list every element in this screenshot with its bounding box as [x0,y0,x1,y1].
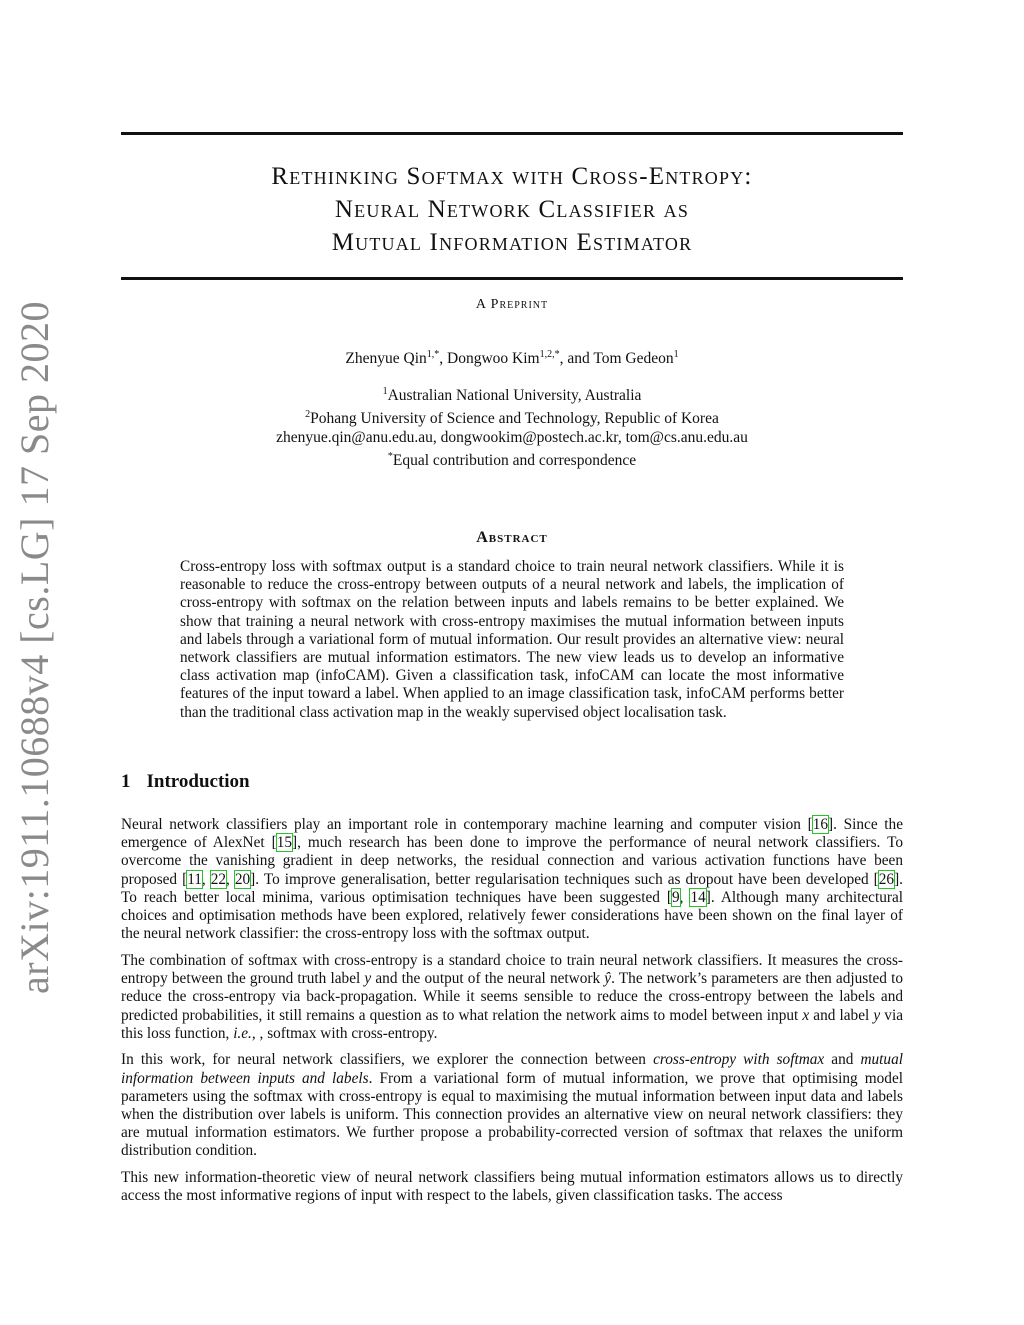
title-top-rule [121,132,903,135]
text-run: , [226,870,235,888]
emphasis-text: i.e. [233,1024,252,1042]
note-marker: * [387,451,393,463]
citation-link[interactable]: 22 [210,870,227,888]
affiliations [121,382,903,470]
text-run: In this work, for neural network classifiers, we explorer the connection between [121,1051,654,1069]
text-run: . From a variational form of mutual information, we prove that optimising model parameters using the softmax with cross-entropy is equal to maximising the mutual information between input data and labels when the distribution over labels is uniform. This connection provides an alternative view on neural network classifiers: they are mutual information estimators. We further propose a probability-corrected version of softmax that relaxes the uniform distribution condition. [121,1069,903,1160]
section-title: Introduction [146,771,250,792]
arxiv-identifier: arXiv:1911.10688v4 [cs.LG] 17 Sep 2020 [11,300,57,994]
author-name: , and Tom Gedeon [559,350,674,368]
author-emails: zhenyue.qin@anu.edu.au, dongwookim@postech.ac.kr, tom@cs.anu.edu.au [276,429,748,447]
author-name: , Dongwoo Kim [439,350,540,368]
citation-link[interactable]: 14 [690,888,706,906]
text-run: ], much research has been done to improve the performance of neural network classifiers. To overcome the vanishing gradient in deep networks, the residual connection and various activation functions have been proposed [ [121,834,903,888]
math-symbol: x [802,1006,810,1024]
section-number: 1 [121,771,131,792]
text-run: ]. To improve generalisation, better regularisation techniques such as dropout have been developed [ [250,870,879,888]
emphasis-text: cross-entropy with softmax [653,1051,825,1069]
citation-link[interactable]: 11 [187,870,202,888]
equal-contribution-note [121,447,903,470]
citation-link[interactable]: 9 [672,888,680,906]
author-superscript: 1,* [426,349,440,360]
title-bottom-rule [121,277,903,280]
affiliation-1 [121,382,903,405]
text-run: and the output of the neural network [371,970,605,988]
text-run: via this loss function, [121,1006,903,1042]
affiliation-text: Australian National University, Australia [387,387,642,405]
text-run: ]. Although many architectural choices and optimisation methods have been explored, relatively fewer considerations have been shown on the final layer of the neural network classifier: the cross-entropy loss with the softmax output. [121,888,903,943]
text-run: Neural network classifiers play an important role in contemporary machine learning and computer vision [ [121,816,813,833]
text-run: . The network’s parameters are then adjusted to reduce the cross-entropy via back-propagation. While it seems sensible to reduce the cross-entropy between the labels and predicted probabilities, it still remains a question as to what relation the network aims to model between input [121,970,903,1024]
text-run: and [824,1051,861,1069]
affiliation-text: Pohang University of Science and Technology, Republic of Korea [310,410,719,428]
citation-link[interactable]: 15 [276,834,292,852]
emphasis-text: mutual information between inputs and labels [121,1051,903,1087]
abstract-text: Cross-entropy loss with softmax output is a standard choice to train neural network classifiers. While it is reasonable to reduce the cross-entropy between outputs of a neural network and labels, the implication of cross-entropy with softmax on the relation between inputs and labels remains to be better explained. We show that training a neural network with cross-entropy maximises the mutual information between inputs and labels through a variational form of mutual information. Our result provides an alternative view: neural network classifiers are mutual information estimators. The new view leads us to develop an informative class activation map (infoCAM). Given a classification task, infoCAM can locate the most informative features of the input toward a label. When applied to an image classification task, infoCAM performs better than the traditional class activation map in the weakly supervised object localisation task. [180,558,844,721]
text-run: , [679,888,691,906]
arxiv-sidebar-stamp [8,300,60,994]
affiliation-2 [121,405,903,428]
paragraph-4: This new information-theoretic view of neural network classifiers being mutual information estimators allows us to directly access the most informative regions of input with respect to the labels, given classification tasks. The access [121,1169,903,1205]
math-symbol: ŷ [604,970,612,988]
text-run: , [201,870,211,888]
note-text: Equal contribution and correspondence [392,452,637,470]
citation-link[interactable]: 20 [234,870,251,888]
section-heading [121,771,250,793]
citation-link[interactable]: 16 [812,816,829,833]
title-line-2: Neural Network Classifier as [334,196,690,223]
text-run: , , softmax with cross-entropy. [251,1024,438,1042]
affiliation-marker: 2 [305,409,311,421]
citation-link[interactable]: 26 [878,870,895,888]
math-symbol: y [364,970,372,988]
affiliation-marker: 1 [382,386,388,397]
paragraph-3 [121,1051,903,1160]
text-run: The combination of softmax with cross-entropy is a standard choice to train neural network classifiers. It measures the cross-entropy between the ground truth label [121,951,903,988]
math-symbol: y [873,1006,881,1024]
author-list [121,345,903,369]
preprint-label: A Preprint [475,297,549,312]
abstract-heading: Abstract [476,529,548,546]
title-line-1: Rethinking Softmax with Cross-Entropy: [271,163,753,190]
paper-title [121,160,903,259]
text-run: ]. Since the emergence of AlexNet [ [121,816,903,852]
author-superscript: 1,2,* [539,349,560,360]
text-run: and label [809,1006,874,1024]
paragraph-1 [121,816,903,943]
author-name: Zhenyue Qin [345,350,427,368]
paragraph-2 [121,952,903,1043]
text-run: ]. To reach better local minima, various optimisation techniques have been suggested [ [121,870,903,906]
introduction-body [121,816,903,1214]
title-line-3: Mutual Information Estimator [331,229,693,256]
author-superscript: 1 [673,349,679,360]
